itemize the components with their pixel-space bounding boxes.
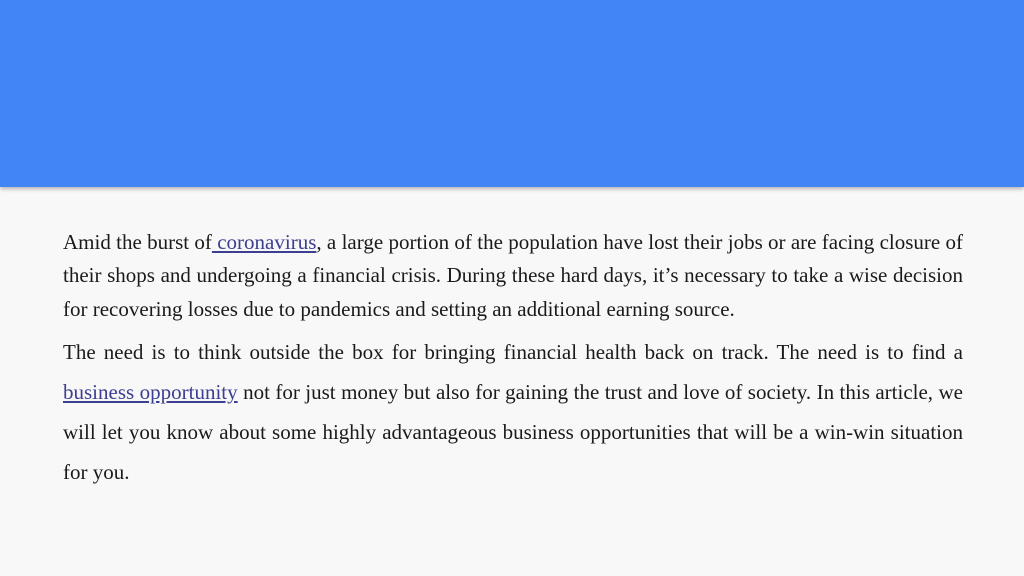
paragraph-1-text-start: Amid the burst of <box>63 230 212 254</box>
paragraph-2-text-start: The need is to think outside the box for bringing financial health back on track. The need is to find a <box>63 340 963 365</box>
business-opportunity-link[interactable]: business opportunity <box>63 380 238 405</box>
article-body <box>63 226 963 492</box>
paragraph-2-text-end: not for just money but also for gaining the trust and love of society. In this article, we will let you know about some highly advantageous business opportunities that will be a win-win situation for you. <box>63 380 963 485</box>
paragraph-1-text-end: , a large portion of the population have lost their jobs or are facing closure of their shops and undergoing a financial crisis. During these hard days, it’s necessary to take a wise decision for recovering losses due to pandemics and setting an additional earning source. <box>63 230 964 321</box>
paragraph-1 <box>63 226 963 326</box>
coronavirus-link[interactable]: coronavirus <box>211 230 317 254</box>
header-band <box>0 0 1024 187</box>
paragraph-2 <box>63 332 963 492</box>
